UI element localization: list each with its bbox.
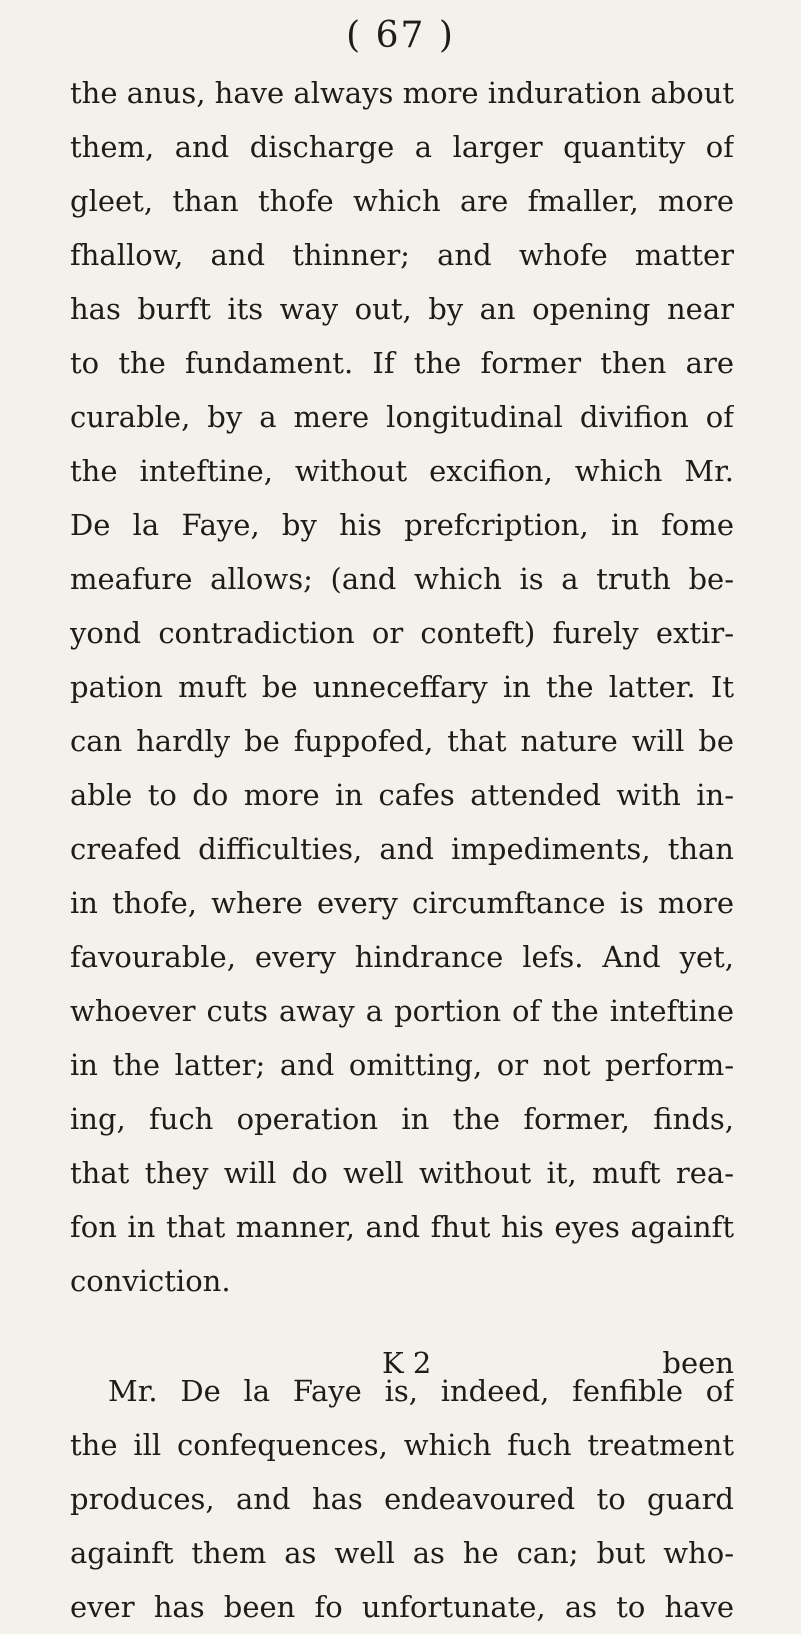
paragraph-2 <box>70 1364 734 1634</box>
catchword: been <box>662 1346 734 1380</box>
text-line: the anus, have always more induration about <box>70 76 734 110</box>
text-line: favourable, every hindrance lefs. And yet, <box>70 940 734 974</box>
text-line: De la Faye, by his prefcription, in fome <box>70 508 734 542</box>
text-line: produces, and has endeavoured to guard <box>70 1482 734 1516</box>
text-line: curable, by a mere longitudinal divifion of <box>70 400 734 434</box>
body-text <box>70 66 734 1634</box>
page-footer <box>70 1336 734 1390</box>
signature-mark: K 2 <box>382 1346 432 1380</box>
text-line: meafure allows; (and which is a truth be- <box>70 562 734 596</box>
text-line: ever has been fo unfortunate, as to have <box>70 1590 734 1624</box>
paragraph-1 <box>70 66 734 1308</box>
text-line: the inteftine, without excifion, which Mr. <box>70 454 734 488</box>
text-line: fhallow, and thinner; and whofe matter <box>70 238 734 272</box>
text-line: in thofe, where every circumftance is more <box>70 886 734 920</box>
text-line: that they will do well without it, muft rea- <box>70 1156 734 1190</box>
text-line: to the fundament. If the former then are <box>70 346 734 380</box>
text-line: them, and discharge a larger quantity of <box>70 130 734 164</box>
text-line: ing, fuch operation in the former, finds, <box>70 1102 734 1136</box>
text-line: has burft its way out, by an opening near <box>70 292 734 326</box>
text-line: conviction. <box>70 1264 231 1298</box>
text-line: the ill confequences, which fuch treatment <box>70 1428 734 1462</box>
text-line: creafed difficulties, and impediments, than <box>70 832 734 866</box>
text-line: gleet, than thofe which are fmaller, more <box>70 184 734 218</box>
text-line: in the latter; and omitting, or not perform- <box>70 1048 734 1082</box>
text-line: againft them as well as he can; but who- <box>70 1536 734 1570</box>
text-line: yond contradiction or conteft) furely extir- <box>70 616 734 650</box>
page-number: ( 67 ) <box>346 15 455 56</box>
text-line: whoever cuts away a portion of the inteftine <box>70 994 734 1028</box>
text-line: can hardly be fuppofed, that nature will be <box>70 724 734 758</box>
text-line: able to do more in cafes attended with in- <box>70 778 734 812</box>
text-line: Mr. De la Faye is, indeed, fenfible of <box>108 1374 734 1408</box>
text-line: fon in that manner, and fhut his eyes againft <box>70 1210 734 1244</box>
text-line: pation muft be unneceffary in the latter. It <box>70 670 734 704</box>
